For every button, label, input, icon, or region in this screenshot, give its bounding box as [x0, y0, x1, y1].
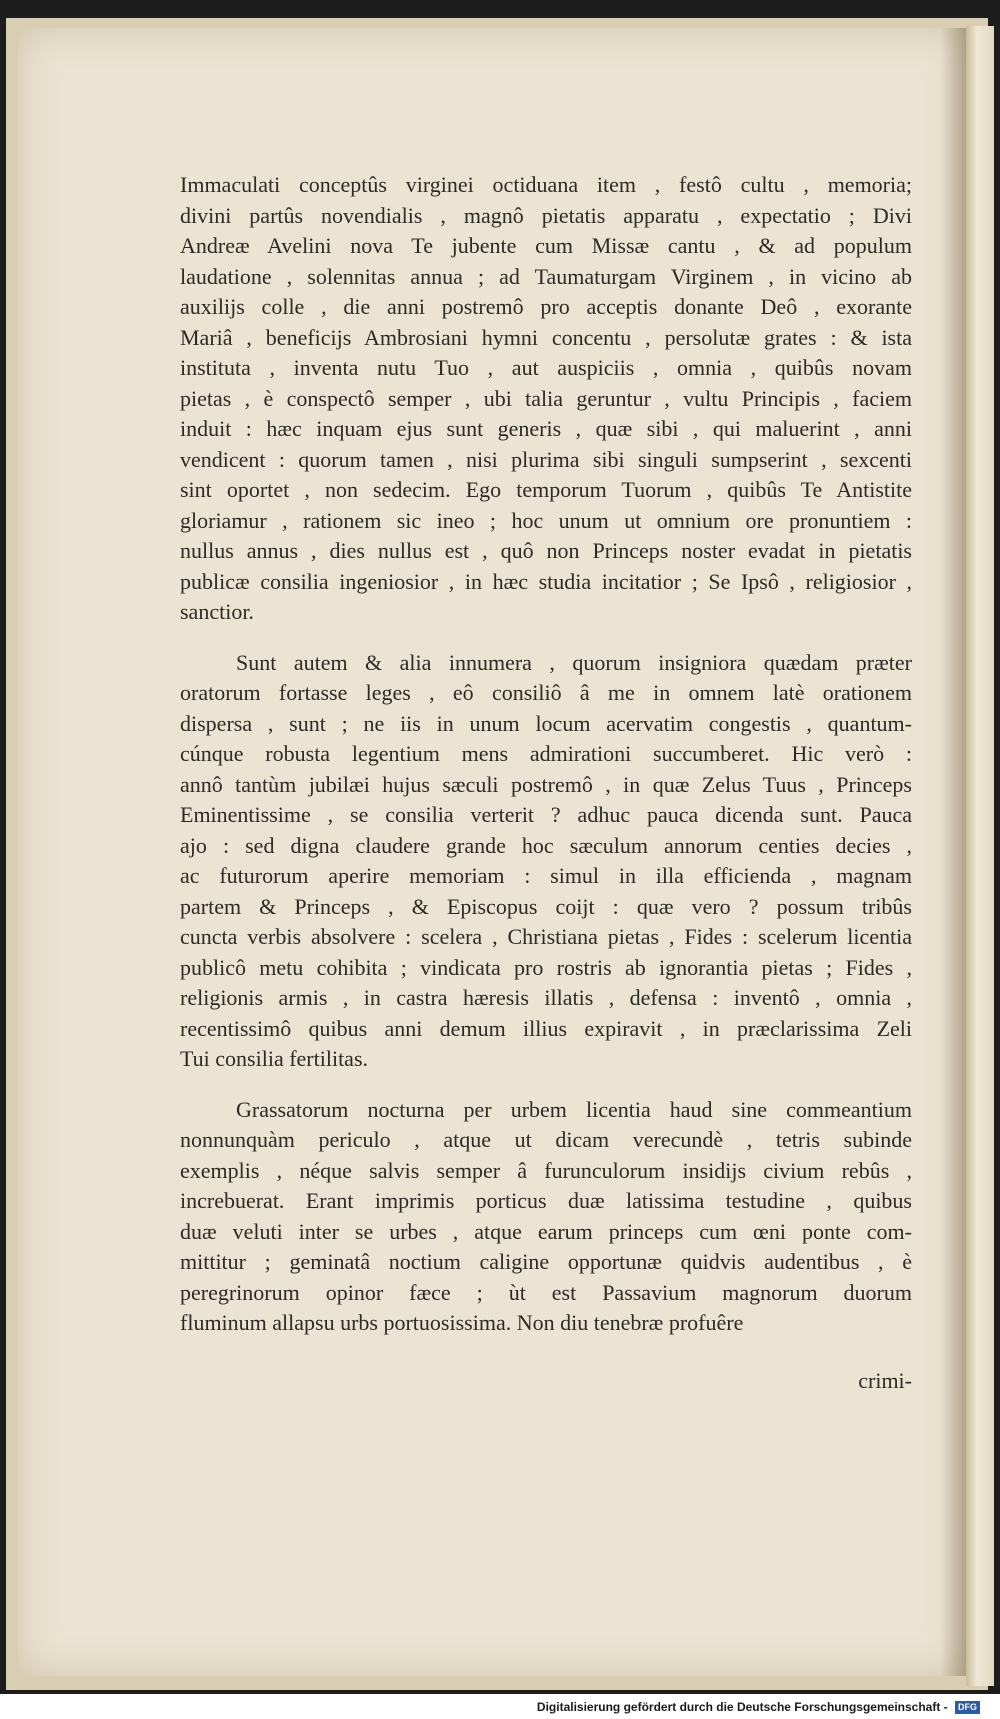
text-line: exemplis , néque salvis semper â furunculorum insidijs civium rebûs , — [180, 1157, 912, 1183]
text-line: annô tantùm jubilæi hujus sæculi postremô , in quæ Zelus Tuus , Princeps — [180, 771, 912, 797]
catchword: crimi- — [858, 1368, 912, 1393]
text-line: cúnque robusta legentium mens admirationi succumberet. Hic verò : — [180, 741, 912, 766]
text-line: gloriamur , rationem sic ineo ; hoc unum ut omnium ore pronuntiem : — [180, 507, 912, 533]
text-line: nonnunquàm periculo , atque ut dicam verecundè , tetris subinde — [180, 1127, 912, 1152]
text-line: Immaculati conceptûs virginei octiduana item , festô cultu , memoria; — [180, 172, 912, 197]
text-line: fluminum allapsu urbs portuosissima. Non diu tenebræ profuêre — [180, 1310, 744, 1335]
text-line: divini partûs novendialis , magnô pietatis apparatu , expectatio ; Divi — [180, 202, 912, 228]
paragraph — [180, 170, 912, 628]
text-line: auxilijs colle , die anni postremô pro acceptis donante Deô , exorante — [180, 294, 912, 319]
text-line: vendicent : quorum tamen , nisi plurima sibi singuli sumpserint , sexcenti — [180, 446, 912, 472]
text-line: Tui consilia fertilitas. — [180, 1046, 369, 1071]
text-line: partem & Princeps , & Episcopus coijt : quæ vero ? possum tribûs — [180, 893, 912, 919]
text-line: mittitur ; geminatâ noctium caligine opportunæ quidvis audentibus , è — [180, 1249, 912, 1274]
text-line: recentissimô quibus anni demum illius expiravit , in præclarissima Zeli — [180, 1015, 912, 1041]
dfg-logo: DFG — [955, 1701, 980, 1714]
text-line: increbuerat. Erant imprimis porticus duæ latissima testudine , quibus — [180, 1188, 912, 1213]
text-line: dispersa , sunt ; ne iis in unum locum acervatim congestis , quantum- — [180, 710, 912, 736]
text-line: nullus annus , dies nullus est , quô non Princeps noster evadat in pietatis — [180, 538, 912, 563]
text-line: pietas , è conspectô semper , ubi talia geruntur , vultu Principis , faciem — [180, 385, 912, 411]
binding-shadow — [940, 28, 966, 1676]
text-line: publicô metu cohibita ; vindicata pro rostris ab ignorantia pietas ; Fides , — [180, 954, 912, 980]
text-line: Sunt autem & alia innumera , quorum insigniora quædam præter — [236, 649, 912, 675]
text-line: Mariâ , beneficijs Ambrosiani hymni concentu , persolutæ grates : & ista — [180, 324, 912, 350]
text-line: peregrinorum opinor fæce ; ùt est Passavium magnorum duorum — [180, 1279, 912, 1305]
text-line: sanctior. — [180, 599, 254, 624]
text-line: duæ veluti inter se urbes , atque earum princeps cum œni ponte com- — [180, 1218, 912, 1244]
footer-credit-text: Digitalisierung gefördert durch die Deutsche Forschungsgemeinschaft - — [536, 1700, 948, 1714]
text-line: Andreæ Avelini nova Te jubente cum Missæ cantu , & ad populum — [180, 233, 912, 258]
text-line: Grassatorum nocturna per urbem licentia haud sine commeantium — [236, 1096, 912, 1122]
text-line: Eminentissime , se consilia verterit ? adhuc pauca dicenda sunt. Pauca — [180, 802, 912, 827]
paragraph — [180, 1095, 912, 1339]
text-line: ajo : sed digna claudere grande hoc sæculum annorum centies decies , — [180, 832, 912, 858]
page-text — [180, 170, 912, 1339]
text-line: oratorum fortasse leges , eô consiliô â me in omnem latè orationem — [180, 680, 912, 705]
next-leaf-edge — [966, 26, 994, 1686]
text-line: publicæ consilia ingeniosior , in hæc studia incitatior ; Se Ipsô , religiosior , — [180, 568, 912, 594]
text-line: cuncta verbis absolvere : scelera , Christiana pietas , Fides : scelerum licentia — [180, 924, 912, 949]
footer-credit — [537, 1700, 980, 1714]
paragraph-gap — [180, 1075, 912, 1095]
text-line: induit : hæc inquam ejus sunt generis , quæ sibi , qui maluerint , anni — [180, 416, 912, 441]
text-line: sint oportet , non sedecim. Ego temporum Tuorum , quibûs Te Antistite — [180, 477, 912, 502]
text-line: laudatione , solennitas annua ; ad Taumaturgam Virginem , in vicino ab — [180, 263, 912, 289]
text-line: religionis armis , in castra hæresis illatis , defensa : inventô , omnia , — [180, 985, 912, 1010]
paragraph — [180, 648, 912, 1075]
paragraph-gap — [180, 628, 912, 648]
text-line: instituta , inventa nutu Tuo , aut auspiciis , omnia , quibûs novam — [180, 355, 912, 380]
text-line: ac futurorum aperire memoriam : simul in illa efficienda , magnam — [180, 863, 912, 888]
